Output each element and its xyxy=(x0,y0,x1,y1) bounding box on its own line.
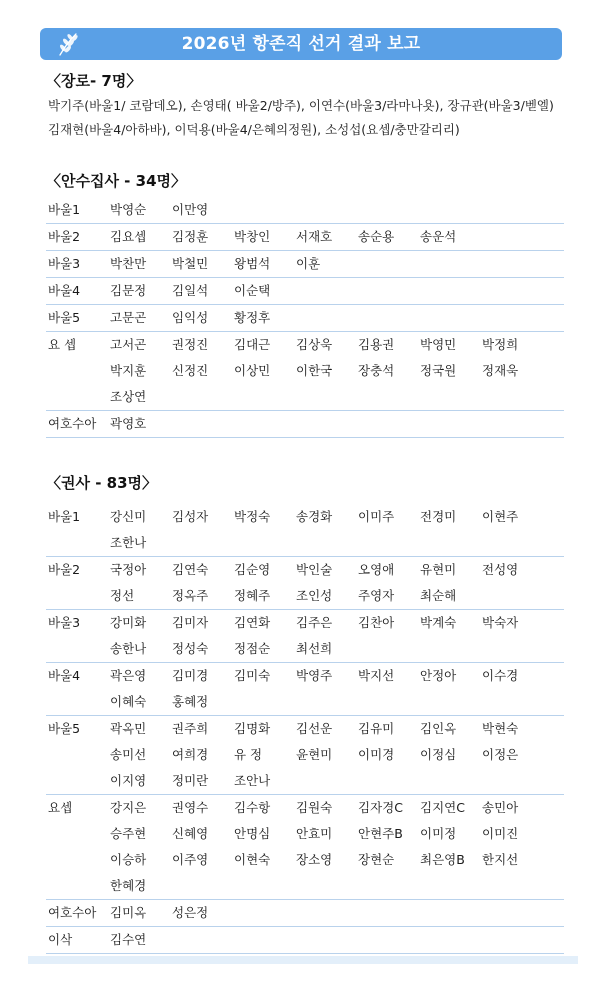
name-item: 박숙자 xyxy=(482,615,519,630)
name-item: 정점순 xyxy=(234,641,271,656)
name-item: 김유미 xyxy=(358,721,395,736)
name-item: 이순택 xyxy=(234,283,271,298)
name-item: 김정훈 xyxy=(172,229,209,244)
name-item: 이현숙 xyxy=(234,852,271,867)
name-item: 이한국 xyxy=(296,363,333,378)
category-label: 바울3 xyxy=(48,615,81,630)
name-item: 박지훈 xyxy=(110,363,147,378)
name-item: 이상민 xyxy=(234,363,271,378)
name-list xyxy=(110,224,564,250)
footer-bar xyxy=(28,956,578,964)
table-row xyxy=(46,332,564,411)
name-item: 김선운 xyxy=(296,721,333,736)
name-item: 권정진 xyxy=(172,337,209,352)
name-item: 최은영B xyxy=(420,852,465,867)
name-item: 조한나 xyxy=(110,535,147,550)
name-item: 홍혜정 xyxy=(172,694,209,709)
name-list xyxy=(110,197,564,223)
table-row xyxy=(46,251,564,278)
name-item: 이승하 xyxy=(110,852,147,867)
kwonsa-table xyxy=(46,504,564,954)
name-item: 주영자 xyxy=(358,588,395,603)
table-row xyxy=(46,663,564,716)
name-item: 김연화 xyxy=(234,615,271,630)
name-item: 권주희 xyxy=(172,721,209,736)
table-row xyxy=(46,305,564,332)
table-row xyxy=(46,927,564,954)
name-item: 강미화 xyxy=(110,615,147,630)
name-item: 신정진 xyxy=(172,363,209,378)
category-label: 요 셉 xyxy=(48,337,77,352)
category-label: 요셉 xyxy=(48,800,73,815)
name-list xyxy=(110,557,564,609)
name-item: 곽영호 xyxy=(110,416,147,431)
name-item: 박찬만 xyxy=(110,256,147,271)
name-item: 안명심 xyxy=(234,826,271,841)
name-item: 정선 xyxy=(110,588,135,603)
kwonsa-heading: 〈권사 - 83명〉 xyxy=(46,474,158,492)
name-item: 김문정 xyxy=(110,283,147,298)
name-item: 박정희 xyxy=(482,337,519,352)
table-row xyxy=(46,224,564,251)
elders-line-1: 박기주(바울1/ 코람데오), 손영태( 바울2/방주), 이연수(바울3/라마나욧), 장규관(바울3/벧엘) xyxy=(48,98,554,113)
name-item: 윤현미 xyxy=(296,747,333,762)
name-item: 김일석 xyxy=(172,283,209,298)
deacons-table xyxy=(46,197,564,438)
name-list xyxy=(110,305,564,331)
category-label: 여호수아 xyxy=(48,905,97,920)
name-item: 이현주 xyxy=(482,509,519,524)
name-item: 권영수 xyxy=(172,800,209,815)
table-row xyxy=(46,504,564,557)
deacons-heading: 〈안수집사 - 34명〉 xyxy=(46,172,186,190)
name-item: 박정숙 xyxy=(234,509,271,524)
category-label: 여호수아 xyxy=(48,416,97,431)
category-label: 바울4 xyxy=(48,668,81,683)
name-item: 송경화 xyxy=(296,509,333,524)
name-item: 이혜숙 xyxy=(110,694,147,709)
name-item: 안현주B xyxy=(358,826,403,841)
name-item: 이수경 xyxy=(482,668,519,683)
name-item: 송순용 xyxy=(358,229,395,244)
name-item: 김미옥 xyxy=(110,905,147,920)
name-item: 송미선 xyxy=(110,747,147,762)
name-list xyxy=(110,716,564,794)
name-item: 이지영 xyxy=(110,773,147,788)
table-row xyxy=(46,610,564,663)
name-item: 안효미 xyxy=(296,826,333,841)
name-item: 이주영 xyxy=(172,852,209,867)
name-item: 승주현 xyxy=(110,826,147,841)
name-item: 김수항 xyxy=(234,800,271,815)
name-item: 서재호 xyxy=(296,229,333,244)
name-item: 박지선 xyxy=(358,668,395,683)
name-item: 정혜주 xyxy=(234,588,271,603)
name-item: 한혜경 xyxy=(110,878,147,893)
name-item: 최순해 xyxy=(420,588,457,603)
name-item: 김미숙 xyxy=(234,668,271,683)
name-item: 김요셉 xyxy=(110,229,147,244)
name-item: 김대근 xyxy=(234,337,271,352)
name-item: 조인성 xyxy=(296,588,333,603)
name-item: 송운석 xyxy=(420,229,457,244)
title-banner xyxy=(40,28,562,60)
name-item: 이미주 xyxy=(358,509,395,524)
name-item: 김용권 xyxy=(358,337,395,352)
name-item: 곽옥민 xyxy=(110,721,147,736)
name-item: 이만영 xyxy=(172,202,209,217)
table-row xyxy=(46,795,564,900)
table-row xyxy=(46,900,564,927)
name-item: 이미정 xyxy=(420,826,457,841)
name-list xyxy=(110,927,564,953)
name-list xyxy=(110,610,564,662)
name-item: 박인술 xyxy=(296,562,333,577)
table-row xyxy=(46,278,564,305)
category-label: 바울4 xyxy=(48,283,81,298)
name-item: 김원숙 xyxy=(296,800,333,815)
name-item: 김찬아 xyxy=(358,615,395,630)
name-item: 박철민 xyxy=(172,256,209,271)
name-item: 고서곤 xyxy=(110,337,147,352)
name-item: 김지연C xyxy=(420,800,465,815)
name-item: 김성자 xyxy=(172,509,209,524)
category-label: 바울2 xyxy=(48,562,81,577)
name-item: 정성숙 xyxy=(172,641,209,656)
name-item: 유 정 xyxy=(234,747,263,762)
name-item: 장소영 xyxy=(296,852,333,867)
name-item: 여희경 xyxy=(172,747,209,762)
name-item: 정재욱 xyxy=(482,363,519,378)
name-item: 박창인 xyxy=(234,229,271,244)
name-list xyxy=(110,663,564,715)
name-item: 강지은 xyxy=(110,800,147,815)
name-item: 전경미 xyxy=(420,509,457,524)
name-item: 박영주 xyxy=(296,668,333,683)
name-item: 이정은 xyxy=(482,747,519,762)
name-item: 박현숙 xyxy=(482,721,519,736)
name-item: 김주은 xyxy=(296,615,333,630)
name-item: 김순영 xyxy=(234,562,271,577)
name-item: 이미진 xyxy=(482,826,519,841)
name-item: 조안나 xyxy=(234,773,271,788)
name-item: 김미자 xyxy=(172,615,209,630)
name-list xyxy=(110,504,564,556)
name-item: 송한나 xyxy=(110,641,147,656)
name-item: 정미란 xyxy=(172,773,209,788)
elders-heading: 〈장로- 7명〉 xyxy=(46,72,142,90)
name-item: 정옥주 xyxy=(172,588,209,603)
category-label: 바울5 xyxy=(48,310,81,325)
name-list xyxy=(110,795,564,899)
page-title: 2026년 항존직 선거 결과 보고 xyxy=(181,34,421,54)
category-label: 바울2 xyxy=(48,229,81,244)
name-item: 국정아 xyxy=(110,562,147,577)
category-label: 바울1 xyxy=(48,509,81,524)
name-item: 김명화 xyxy=(234,721,271,736)
name-item: 송민아 xyxy=(482,800,519,815)
name-item: 왕범석 xyxy=(234,256,271,271)
name-item: 전성영 xyxy=(482,562,519,577)
name-item: 김인옥 xyxy=(420,721,457,736)
name-item: 신혜영 xyxy=(172,826,209,841)
name-list xyxy=(110,332,564,410)
name-item: 유현미 xyxy=(420,562,457,577)
name-list xyxy=(110,411,564,437)
name-item: 성은정 xyxy=(172,905,209,920)
name-item: 박영민 xyxy=(420,337,457,352)
name-item: 김연숙 xyxy=(172,562,209,577)
table-row xyxy=(46,716,564,795)
name-item: 안정아 xyxy=(420,668,457,683)
name-item: 박영순 xyxy=(110,202,147,217)
name-item: 장충석 xyxy=(358,363,395,378)
name-list xyxy=(110,278,564,304)
name-item: 이훈 xyxy=(296,256,321,271)
name-item: 고문곤 xyxy=(110,310,147,325)
name-item: 황정후 xyxy=(234,310,271,325)
name-item: 한지선 xyxy=(482,852,519,867)
category-label: 이삭 xyxy=(48,932,73,947)
name-item: 장현순 xyxy=(358,852,395,867)
name-list xyxy=(110,251,564,277)
name-item: 최선희 xyxy=(296,641,333,656)
table-row xyxy=(46,411,564,438)
name-item: 정국원 xyxy=(420,363,457,378)
name-item: 김미경 xyxy=(172,668,209,683)
name-item: 강신미 xyxy=(110,509,147,524)
elders-line-2: 김재현(바울4/아하바), 이덕용(바울4/은혜의정원), 소성섭(요셉/충만갈리리) xyxy=(48,122,460,137)
name-item: 이정심 xyxy=(420,747,457,762)
name-item: 김자경C xyxy=(358,800,403,815)
category-label: 바울3 xyxy=(48,256,81,271)
name-item: 박계숙 xyxy=(420,615,457,630)
table-row xyxy=(46,557,564,610)
table-row xyxy=(46,197,564,224)
category-label: 바울5 xyxy=(48,721,81,736)
name-item: 조상연 xyxy=(110,389,147,404)
name-list xyxy=(110,900,564,926)
name-item: 임익성 xyxy=(172,310,209,325)
name-item: 김수연 xyxy=(110,932,147,947)
category-label: 바울1 xyxy=(48,202,81,217)
name-item: 이미경 xyxy=(358,747,395,762)
name-item: 김상욱 xyxy=(296,337,333,352)
name-item: 곽은영 xyxy=(110,668,147,683)
elders-list xyxy=(48,94,568,142)
name-item: 오영애 xyxy=(358,562,395,577)
